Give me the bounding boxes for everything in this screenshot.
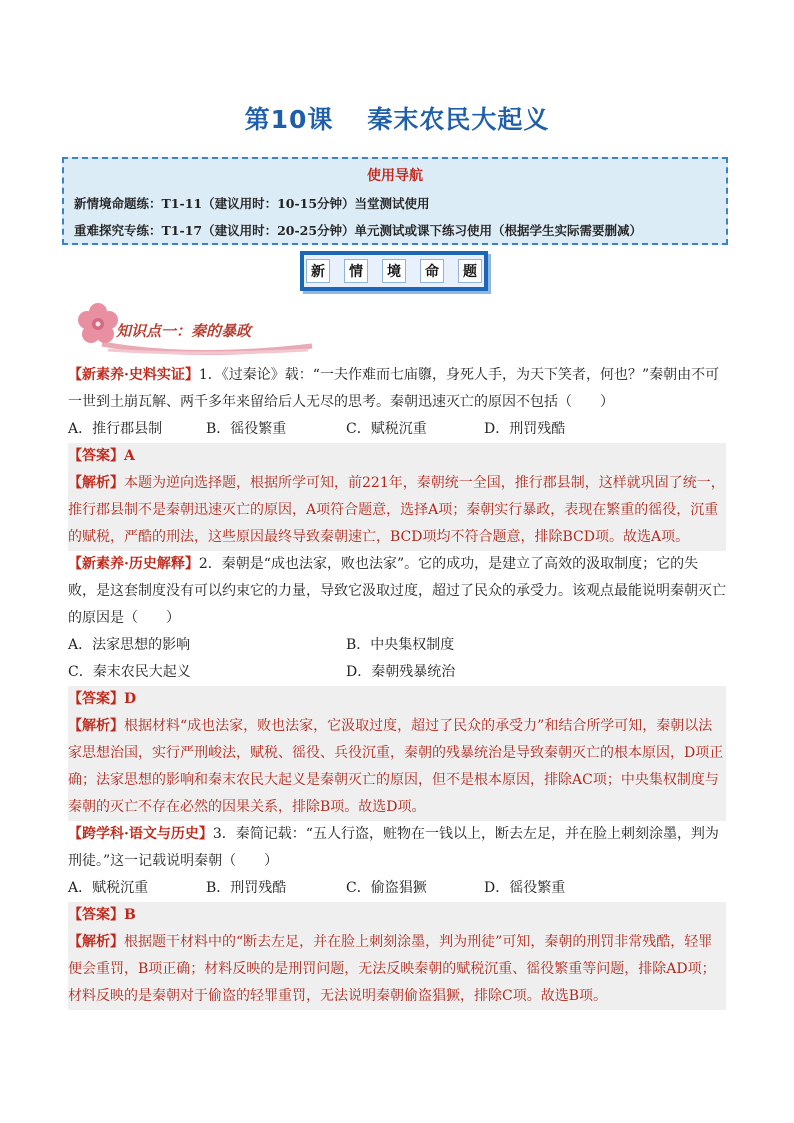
option: A．法家思想的影响	[68, 637, 191, 653]
badge-char: 新	[306, 259, 330, 283]
option: D．徭役繁重	[484, 880, 566, 896]
knowledge-point-label: 知识点一：秦的暴政	[116, 322, 252, 340]
analysis-body: 根据材料“成也法家，败也法家，它汲取过度，超过了民众的承受力”和结合所学可知，秦朝以法家思想治国，实行严刑峻法，赋税、徭役、兵役沉重，秦朝的残暴统治是导致秦朝灭亡的根本原因，D项正确；法家思想的影响和秦末农民大起义是秦朝灭亡的原因，但不是根本原因，排除AC项；中央集权制度与秦朝的灭亡不存在必然的因果关系，排除B项。故选D项。	[68, 718, 724, 815]
answer-line	[68, 902, 726, 929]
answer-value: D	[124, 691, 137, 707]
option: C．赋税沉重	[346, 421, 427, 437]
option: B．刑罚残酷	[206, 880, 287, 896]
option: D．刑罚残酷	[484, 421, 566, 437]
guide-title: 使用导航	[367, 168, 423, 184]
section-badge	[300, 251, 492, 293]
option: C．秦末农民大起义	[68, 664, 191, 680]
badge-char: 命	[420, 259, 444, 283]
answer-value: B	[124, 907, 136, 923]
page-title	[0, 100, 794, 136]
analysis-text	[68, 470, 726, 551]
question-options	[68, 416, 726, 443]
option: C．偷盗猖獗	[346, 880, 427, 896]
question-stem	[68, 551, 726, 632]
analysis-tag: 【解析】	[68, 934, 124, 950]
answer-tag: 【答案】	[68, 448, 124, 464]
question-tag: 【新素养·历史解释】	[68, 556, 199, 572]
question-tag: 【新素养·史料实证】	[68, 367, 199, 383]
question-options	[68, 632, 726, 659]
analysis-tag: 【解析】	[68, 475, 124, 491]
analysis-body: 根据题干材料中的“断去左足，并在脸上刺刻涂墨，判为刑徒”可知，秦朝的刑罚非常残酷，轻罪便会重罚，B项正确；材料反映的是刑罚问题，无法反映秦朝的赋税沉重、徭役繁重等问题，排除AD项；材料反映的是秦朝对于偷盗的轻罪重罚，无法说明秦朝偷盗猖獗，排除C项。故选B项。	[68, 934, 716, 1004]
analysis-text	[68, 713, 726, 821]
usage-guide-box	[62, 157, 728, 245]
answer-tag: 【答案】	[68, 691, 124, 707]
option: B．中央集权制度	[346, 637, 455, 653]
answer-block	[68, 902, 726, 1010]
question-text: 2．秦朝是“成也法家，败也法家”。它的成功，是建立了高效的汲取制度；它的失败，是这套制度没有可以约束它的力量，导致它汲取过度，超过了民众的承受力。该观点最能说明秦朝灭亡的原因是（ ）	[68, 556, 726, 626]
option: D．秦朝残暴统治	[346, 664, 456, 680]
analysis-tag: 【解析】	[68, 718, 124, 734]
question-stem	[68, 821, 726, 875]
question-tag: 【跨学科·语文与历史】	[68, 826, 213, 842]
answer-line	[68, 443, 726, 470]
answer-block	[68, 686, 726, 821]
badge-char: 情	[344, 259, 368, 283]
lesson-name: 秦末农民大起义	[367, 105, 550, 134]
answer-value: A	[124, 448, 135, 464]
option: B．徭役繁重	[206, 421, 287, 437]
knowledge-point-heading	[72, 300, 322, 356]
question-text: 3．秦简记载：“五人行盗，赃物在一钱以上，断去左足，并在脸上刺刻涂墨，判为刑徒。”这一记载说明秦朝（ ）	[68, 826, 719, 869]
question-options	[68, 659, 726, 686]
option: A．赋税沉重	[68, 880, 149, 896]
guide-line-2: 重难探究专练：T1-17（建议用时：20-25分钟）单元测试或课下练习使用（根据学生实际需要删减）	[74, 223, 643, 238]
badge-char: 题	[458, 259, 482, 283]
answer-tag: 【答案】	[68, 907, 124, 923]
question-text: 1．《过秦论》载：“一夫作难而七庙隳，身死人手，为天下笑者，何也？”秦朝由不可一世到土崩瓦解、两千多年来留给后人无尽的思考。秦朝迅速灭亡的原因不包括（ ）	[68, 367, 720, 410]
lesson-number: 第10课	[244, 105, 334, 134]
guide-line-1: 新情境命题练：T1-11（建议用时：10-15分钟）当堂测试使用	[74, 196, 430, 211]
answer-block	[68, 443, 726, 551]
analysis-text	[68, 929, 726, 1010]
answer-line	[68, 686, 726, 713]
option: A．推行郡县制	[68, 421, 163, 437]
analysis-body: 本题为逆向选择题，根据所学可知，前221年，秦朝统一全国，推行郡县制，这样就巩固了统一，推行郡县制不是秦朝迅速灭亡的原因，A项符合题意，选择A项；秦朝实行暴政，表现在繁重的徭役，沉重的赋税，严酷的刑法，这些原因最终导致秦朝速亡，BCD项均不符合题意，排除BCD项。故选A项。	[68, 475, 725, 545]
question-stem	[68, 362, 726, 416]
question-options	[68, 875, 726, 902]
question-list	[68, 362, 726, 1010]
badge-char: 境	[382, 259, 406, 283]
